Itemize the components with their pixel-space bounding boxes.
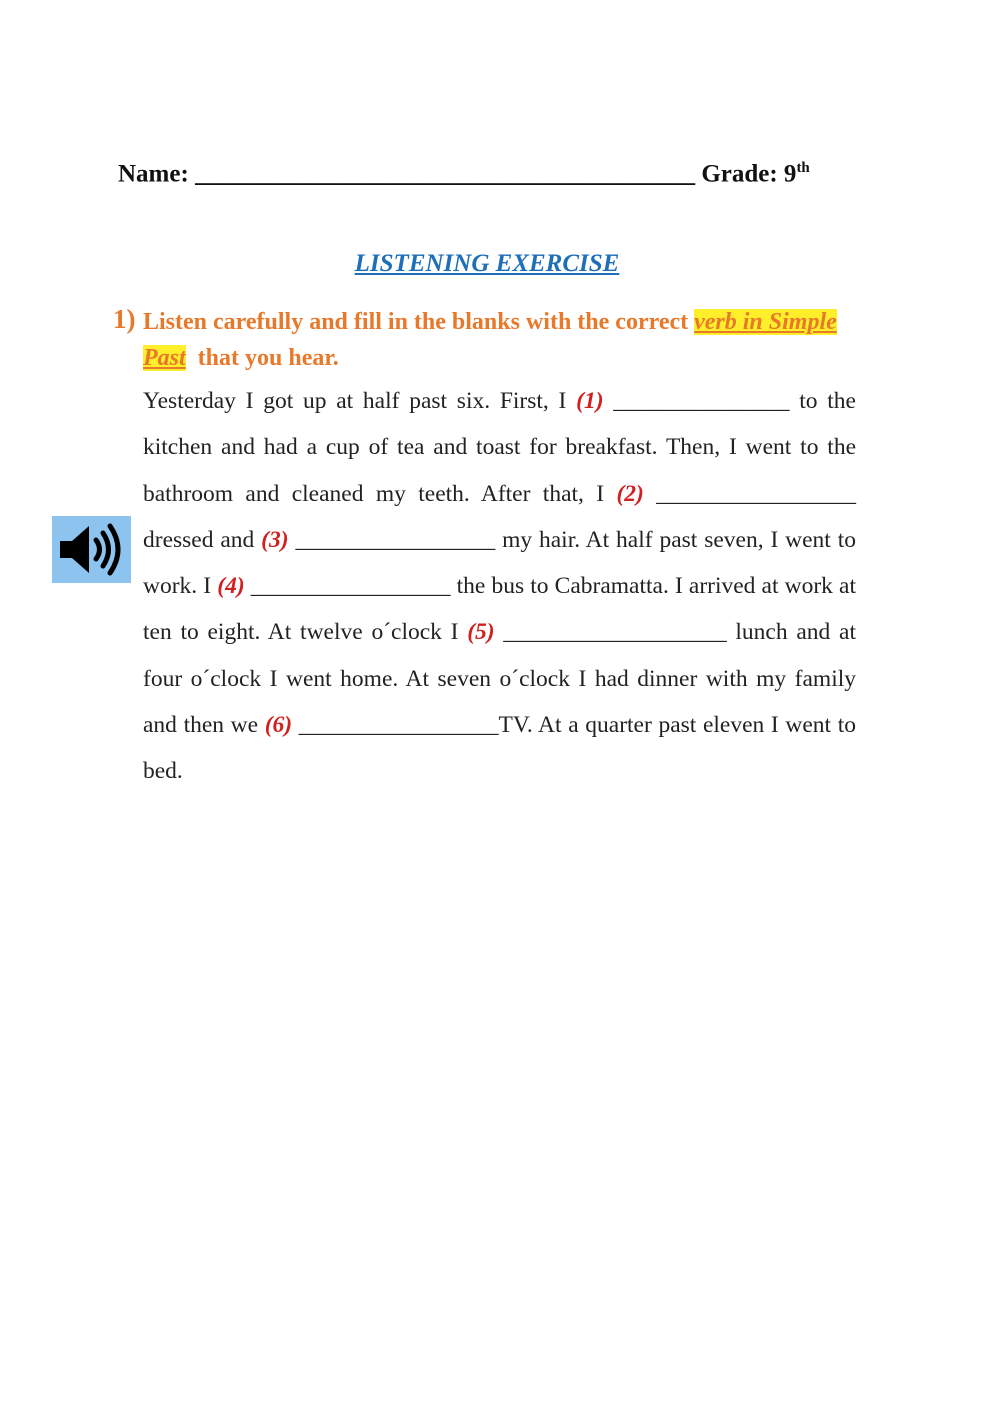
- paragraph-text: _________________ the bus to Cabramatta. I arrived at work at ten to eight. At twelve o´clock I: [143, 573, 857, 646]
- blank-number: (3): [261, 526, 289, 553]
- blank-number: (2): [616, 480, 644, 507]
- paragraph-text: ___________________ lunch and at four o´clock I went home. At seven o´clock I had dinner with my family and then we: [143, 619, 856, 739]
- name-label: Name:: [118, 160, 189, 188]
- instruction-highlight: verb in Simple Past: [143, 309, 837, 371]
- paragraph-text: _________________ dressed and: [143, 480, 857, 553]
- grade-label: Grade: 9: [701, 160, 797, 188]
- question-instruction: [143, 304, 863, 376]
- exercise-title: LISTENING EXERCISE: [354, 250, 620, 277]
- paragraph-text: Yesterday I got up at half past six. First, I: [143, 388, 577, 414]
- speaker-icon: [52, 516, 131, 583]
- audio-play-button[interactable]: [52, 516, 131, 583]
- name-field[interactable]: ________________________________________: [195, 160, 696, 188]
- blank-number: (6): [264, 712, 293, 739]
- instruction-text-end: that you hear.: [185, 345, 339, 371]
- paragraph-text: _________________ my hair. At half past seven, I went to work. I: [143, 526, 856, 600]
- blank-number: (5): [467, 619, 495, 646]
- paragraph-text: _________________TV. At a quarter past eleven I went to bed.: [143, 712, 856, 785]
- grade-suffix: th: [796, 160, 810, 176]
- exercise-paragraph: [143, 378, 856, 795]
- paragraph-text: _______________ to the kitchen and had a cup of tea and toast for breakfast. Then, I went to the bathroom and cleaned my teeth. After that, I: [143, 388, 856, 507]
- blank-number: (4): [217, 573, 245, 600]
- student-header: [118, 160, 810, 188]
- instruction-text: Listen carefully and fill in the blanks with the correct: [143, 309, 695, 335]
- blank-number: (1): [576, 388, 604, 414]
- question-number: 1): [113, 304, 136, 334]
